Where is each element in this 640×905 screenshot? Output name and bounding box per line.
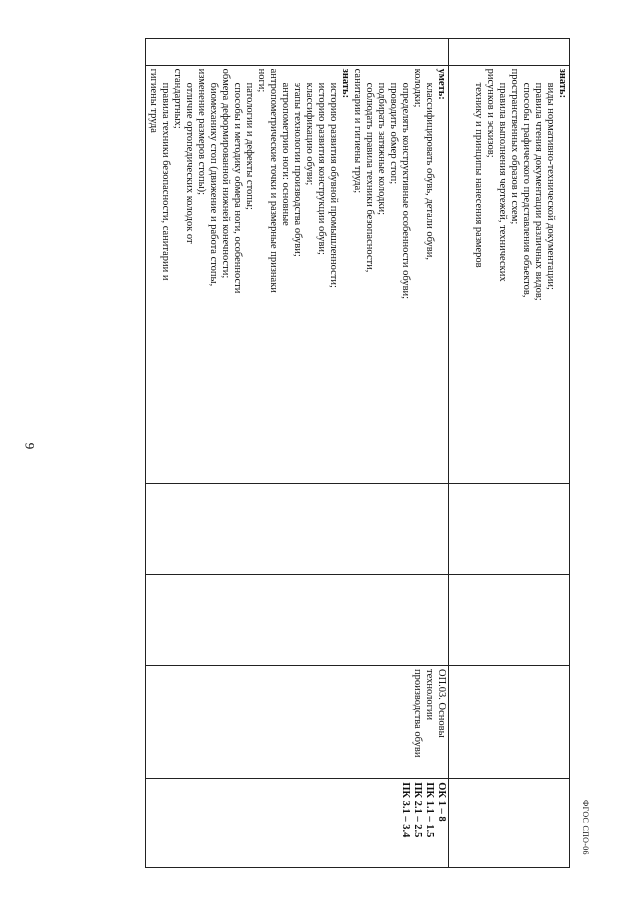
- content-line: антропометрию ноги: основные: [280, 82, 291, 226]
- content-line: обмера деформированной нижней конечности;: [220, 68, 231, 279]
- content-line: стандартных;: [172, 68, 183, 129]
- content-line: санитарии и гигиены труда;: [352, 68, 363, 194]
- table-row: [146, 39, 449, 868]
- content-line: способы графического представления объектов,: [521, 82, 532, 298]
- content-line: гигиены труда: [148, 68, 159, 133]
- page-number: 9: [22, 442, 38, 450]
- content-line: соблюдать правила техники безопасности,: [364, 82, 375, 273]
- content-line: классифицировать обувь, детали обуви,: [424, 82, 435, 260]
- znat-label: знать:: [340, 68, 351, 99]
- content-line: правила выполнения чертежей, технических: [497, 82, 508, 282]
- code-cell: [146, 39, 449, 66]
- content-cell: [449, 65, 570, 483]
- content-line: проводить обмер стоп;: [388, 82, 399, 185]
- code-cell: [449, 39, 570, 66]
- competence-code: ПК 1.1 – 1.5: [424, 782, 435, 838]
- standards-table-wrapper: [80, 38, 570, 868]
- content-line: технику и принципы нанесения размеров: [473, 82, 484, 268]
- znat-label: знать:: [557, 68, 568, 99]
- discipline-cell: [146, 666, 449, 779]
- content-line: классификацию обуви;: [304, 82, 315, 186]
- hours-cell: [449, 575, 570, 666]
- content-line: историю развития конструкции обуви;: [316, 82, 327, 255]
- content-line: патологии и дефекты стопы;: [244, 82, 255, 210]
- content-line: ноги;: [256, 68, 267, 93]
- competence-cell: [146, 779, 449, 868]
- content-line: определять конструктивные особенности обуви;: [400, 82, 411, 300]
- content-line: правила техники безопасности, санитарии и: [160, 82, 171, 281]
- content-line: пространственных образов и схем;: [509, 68, 520, 225]
- content-line: биомеханику стоп (движение и работа стопы,: [208, 82, 219, 287]
- content-line: подбирать затяжные колодки;: [376, 82, 387, 216]
- competence-cell: [449, 779, 570, 868]
- hours-cell: [449, 484, 570, 575]
- competence-code: ОК 1 – 8: [436, 782, 447, 822]
- discipline-cell: [449, 666, 570, 779]
- content-line: виды нормативно-технической документации;: [545, 82, 556, 290]
- content-cell: [146, 65, 449, 483]
- discipline-name: ОП.03. Основы технологии производства обуви: [412, 669, 447, 758]
- content-line: рисунков и эскизов;: [485, 68, 496, 158]
- hours-cell: [146, 484, 449, 575]
- content-line: правила чтения документации различных видов;: [533, 82, 544, 301]
- umet-label: уметь:: [436, 68, 447, 100]
- content-line: отличие ортопедических колодок от: [184, 82, 195, 244]
- hours-cell: [146, 575, 449, 666]
- content-line: изменение размеров стопы);: [196, 68, 207, 196]
- content-line: этапы технологии производства обуви;: [292, 82, 303, 257]
- footer-standard-code: ФГОС СПО-06: [581, 800, 590, 855]
- content-line: способы и методику обмера ноги, особенности: [232, 82, 243, 294]
- table-row: [449, 39, 570, 868]
- competence-code: ПК 3.1 – 3.4: [400, 782, 411, 838]
- standards-table: [145, 38, 570, 868]
- content-line: антропометрические точки и размерные признаки: [268, 68, 279, 293]
- content-line: историю развития обувной промышленности;: [328, 82, 339, 288]
- competence-code: ПК 2.1 – 2.5: [412, 782, 423, 838]
- content-line: колодки;: [412, 68, 423, 108]
